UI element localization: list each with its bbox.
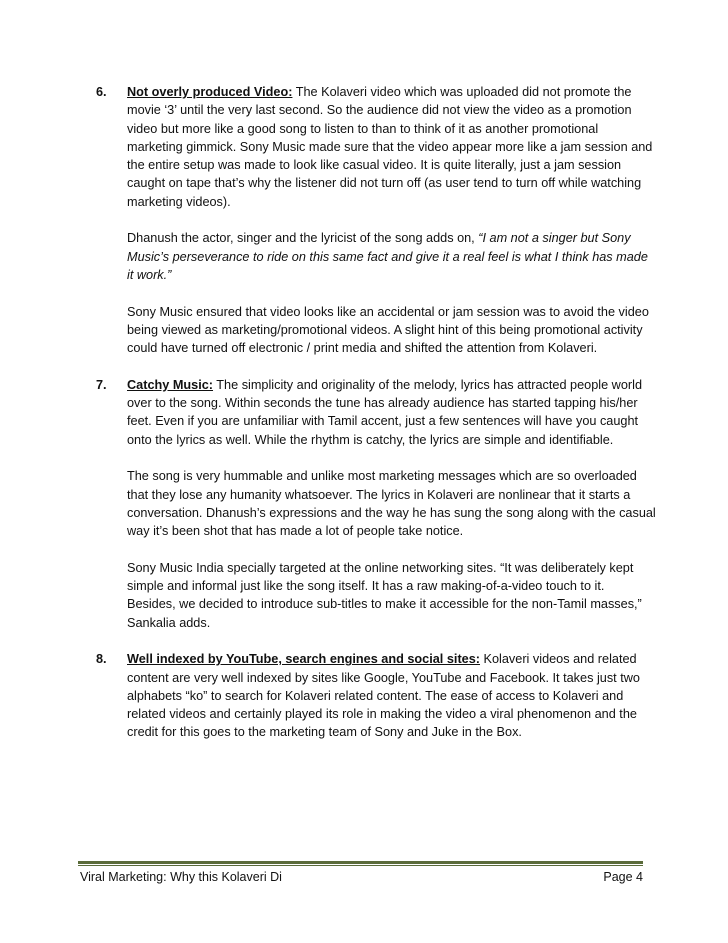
list-item-7	[96, 376, 656, 632]
list-number: 7.	[96, 377, 107, 392]
list-number: 6.	[96, 85, 107, 99]
list-item-body	[127, 83, 656, 357]
paragraph	[127, 376, 656, 449]
item-heading: Well indexed by YouTube, search engines and social sites:	[127, 652, 481, 667]
paragraph: Sony Music ensured that video looks like an accidental or jam session was to avoid the video being viewed as marketing/promotional videos. A slight hint of this being promotional activity could have turned off electronic / print media and shifted the attention from Kolaveri.	[127, 304, 649, 356]
page-footer	[80, 870, 643, 884]
paragraph	[127, 83, 656, 211]
footer-title: Viral Marketing: Why this Kolaveri Di	[80, 870, 282, 884]
footer-divider	[78, 861, 643, 864]
list-item-body	[127, 650, 656, 741]
list-number: 8.	[96, 652, 107, 667]
list-item-body	[127, 376, 656, 632]
paragraph-text: The Kolaveri video which was uploaded did not promote the movie ‘3’ until the very last second. So the audience did not view the video as a promotion video but more like a good song to listen to than to think of it as another promotional marketing gimmick. Sony Music made sure that the video appear more like a jam session and the entire setup was made to look like casual video. It is quite literally, just a jam session caught on tape that’s why the listener did not turn off (as user tend to turn off while watching marketing videos).	[127, 85, 653, 209]
paragraph	[127, 650, 656, 741]
page-number: Page 4	[603, 870, 643, 884]
quote: “I am not a singer but Sony Music’s perseverance to ride on this same fact and give it a real feel is what I think has made it work.”	[127, 231, 648, 282]
list-item-6	[96, 83, 656, 357]
item-heading: Not overly produced Video:	[127, 85, 293, 99]
paragraph: Sony Music India specially targeted at the online networking sites. “It was deliberately kept simple and informal just like the song itself. It has a raw making-of-a-video touch to it. Besides, we decided to introduce sub-titles to make it accessible for the non-Tamil masses,” Sankalia adds.	[127, 560, 642, 630]
item-heading: Catchy Music:	[127, 377, 214, 392]
document-body	[96, 83, 656, 760]
footer-divider-thin	[78, 865, 643, 866]
paragraph	[127, 229, 656, 284]
paragraph: The song is very hummable and unlike most marketing messages which are so overloaded that they lose any humanity whatsoever. The lyrics in Kolaveri are nonlinear that it starts a conversation. Dhanush’s expressions and the way he has sung the song along with the casual way it’s been shot that has made a lot of people take notice.	[127, 469, 656, 539]
paragraph-text: The simplicity and originality of the melody, lyrics has attracted people world over to the song. Within seconds the tune has already audience has started tapping his/her feet. Even if you are unfamiliar with Tamil accent, just a few sentences will have you caught onto the lyrics as well. While the rhythm is catchy, the lyrics are simple and identifiable.	[127, 377, 643, 447]
list-item-8	[96, 650, 656, 741]
paragraph-text: Kolaveri videos and related content are very well indexed by sites like Google, YouTube and Facebook. It takes just two alphabets “ko” to search for Kolaveri related content. The ease of access to Kolaveri and related videos and certainly played its role in making the video a viral phenomenon and the credit for this goes to the marketing team of Sony and Juke in the Box.	[127, 652, 640, 740]
paragraph-text: Dhanush the actor, singer and the lyricist of the song adds on,	[127, 231, 479, 246]
